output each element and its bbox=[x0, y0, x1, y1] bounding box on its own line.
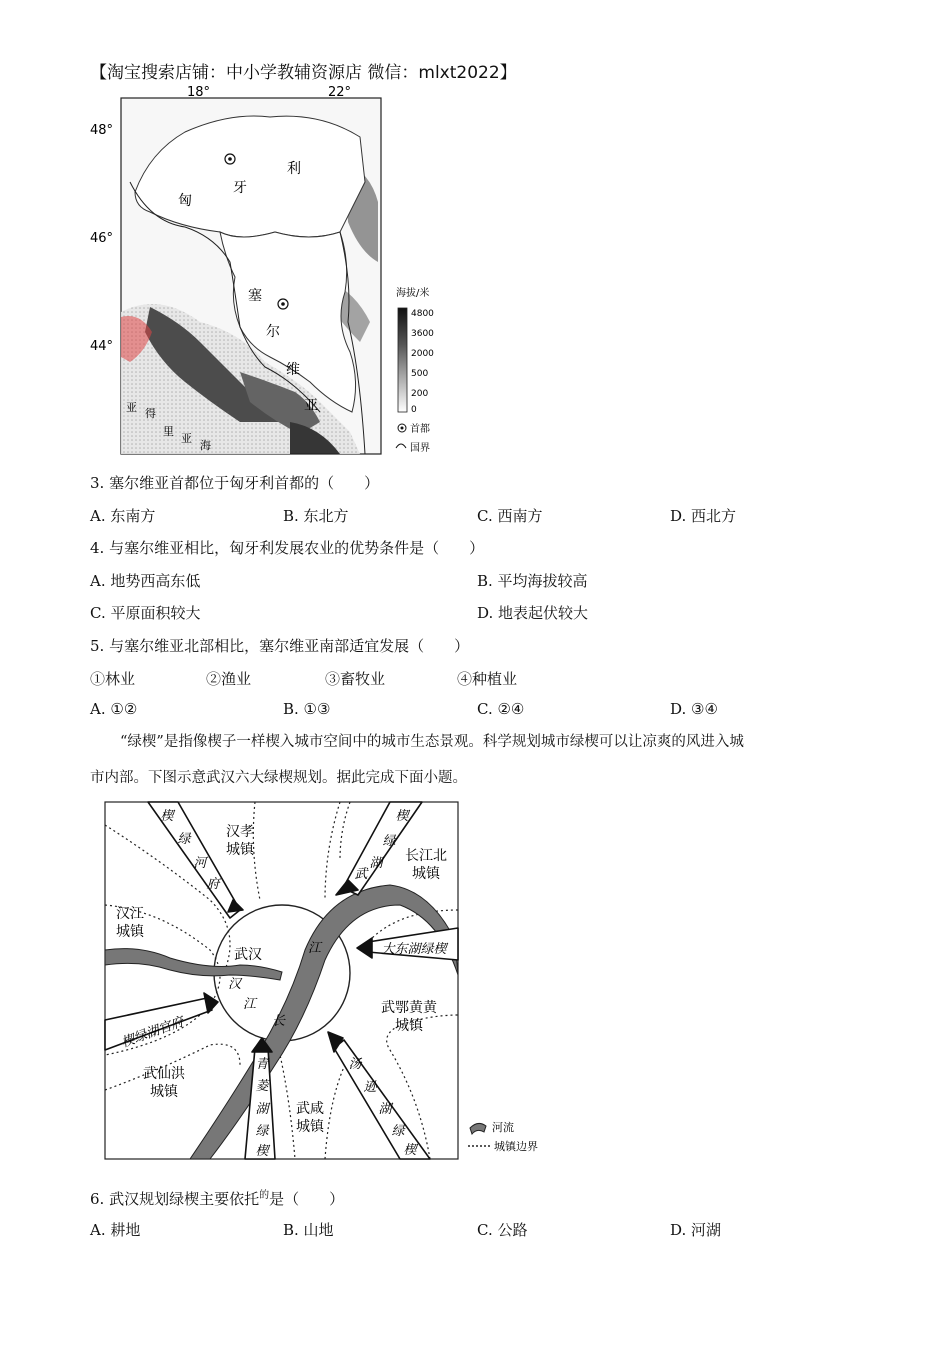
wedge-label: 绿 bbox=[391, 1124, 405, 1139]
capital-belgrade-icon bbox=[278, 299, 288, 309]
q4-option-b[interactable]: B. 平均海拔较高 bbox=[477, 572, 588, 590]
wedge-label: 楔 bbox=[160, 809, 174, 824]
wedge-label: 湖 bbox=[369, 856, 383, 871]
intro-paragraph-line1: “绿楔”是指像楔子一样楔入城市空间中的城市生态景观。科学规划城市绿楔可以让凉爽的风进入城 bbox=[120, 734, 744, 750]
wedge-label: 绿 bbox=[177, 832, 191, 847]
wedge-label: 府 bbox=[206, 877, 220, 892]
town-label: 武鄂黄黄 bbox=[381, 1000, 437, 1016]
country-label: 牙 bbox=[233, 180, 247, 196]
wedge-label: 大东湖绿楔 bbox=[381, 942, 447, 957]
elevation-legend-bar bbox=[398, 308, 407, 412]
header-banner: 【淘宝搜索店铺：中小学教辅资源店 微信：mlxt2022】 bbox=[90, 63, 517, 83]
town-label: 城镇 bbox=[412, 866, 440, 882]
q6-option-c[interactable]: C. 公路 bbox=[477, 1221, 528, 1239]
lat-label: 48° bbox=[90, 123, 114, 138]
wedge-label: 河 bbox=[193, 856, 207, 871]
q6-option-b[interactable]: B. 山地 bbox=[283, 1221, 334, 1239]
q3-option-a[interactable]: A. 东南方 bbox=[90, 507, 156, 525]
town-label: 城镇 bbox=[395, 1018, 423, 1034]
country-label: 匈 bbox=[178, 193, 192, 209]
q5-stem: 5. 与塞尔维亚北部相比，塞尔维亚南部适宜发展（ ） bbox=[90, 637, 470, 655]
wedge-label: 绿 bbox=[382, 834, 396, 849]
wedge-label: 楔 bbox=[255, 1144, 269, 1159]
river-label: 江 bbox=[308, 941, 322, 956]
sea-label: 得 bbox=[145, 407, 156, 420]
q6-option-d[interactable]: D. 河湖 bbox=[670, 1221, 722, 1239]
town-label: 汉孝 bbox=[226, 824, 254, 840]
wedge-label: 青 bbox=[255, 1057, 269, 1072]
country-label: 亚 bbox=[304, 398, 318, 414]
q3-stem: 3. 塞尔维亚首都位于匈牙利首都的（ ） bbox=[90, 474, 380, 492]
q6-option-a[interactable]: A. 耕地 bbox=[90, 1221, 141, 1239]
wedge-label: 菱 bbox=[255, 1079, 269, 1094]
q6-stem-small: 的 bbox=[259, 1190, 270, 1201]
country-label: 尔 bbox=[266, 324, 280, 340]
legend-value: 2000 bbox=[411, 349, 434, 359]
q5-item-1: ①林业 bbox=[90, 670, 136, 688]
legend-value: 500 bbox=[411, 369, 429, 379]
town-label: 城镇 bbox=[226, 842, 254, 858]
q3-option-c[interactable]: C. 西南方 bbox=[477, 507, 543, 525]
town-label: 汉江 bbox=[116, 906, 144, 922]
q4-stem: 4. 与塞尔维亚相比，匈牙利发展农业的优势条件是（ ） bbox=[90, 539, 485, 557]
town-label: 武咸 bbox=[296, 1101, 324, 1117]
legend-border: 国界 bbox=[410, 443, 430, 454]
lon-label: 22° bbox=[328, 85, 352, 100]
q3-option-b[interactable]: B. 东北方 bbox=[283, 507, 349, 525]
border-legend-icon bbox=[396, 444, 406, 448]
wedge-label: 逊 bbox=[363, 1080, 377, 1095]
town-label: 武仙洪 bbox=[143, 1066, 185, 1082]
wedge-label: 楔 bbox=[395, 809, 409, 824]
legend-value: 3600 bbox=[411, 329, 434, 339]
town-label: 城镇 bbox=[296, 1119, 324, 1135]
q5-option-c[interactable]: C. ②④ bbox=[477, 700, 525, 718]
q5-item-4: ④种植业 bbox=[457, 670, 518, 688]
town-label: 长江北 bbox=[405, 848, 447, 864]
wedge-label: 湖 bbox=[378, 1102, 392, 1117]
legend-title: 海拔/米 bbox=[396, 288, 430, 299]
q5-option-d[interactable]: D. ③④ bbox=[670, 700, 718, 718]
town-label: 城镇 bbox=[116, 924, 144, 940]
q5-option-a[interactable]: A. ①② bbox=[90, 700, 138, 718]
q5-item-3: ③畜牧业 bbox=[325, 670, 386, 688]
hungary-serbia-map bbox=[90, 82, 450, 462]
town-label: 城镇 bbox=[150, 1084, 178, 1100]
country-label: 塞 bbox=[248, 288, 262, 304]
q6-stem-part1: 6. 武汉规划绿楔主要依托 bbox=[90, 1190, 260, 1208]
q4-option-a[interactable]: A. 地势西高东低 bbox=[90, 572, 201, 590]
wedge-label: 汤 bbox=[348, 1057, 362, 1072]
sea-label: 亚 bbox=[181, 432, 192, 445]
q4-option-c[interactable]: C. 平原面积较大 bbox=[90, 604, 201, 622]
wedge-label: 绿 bbox=[255, 1124, 269, 1139]
river-legend-icon bbox=[470, 1123, 486, 1134]
q4-option-d[interactable]: D. 地表起伏较大 bbox=[477, 604, 589, 622]
lon-label: 18° bbox=[187, 85, 211, 100]
legend-capital: 首都 bbox=[410, 424, 430, 435]
country-label: 维 bbox=[286, 362, 300, 378]
capital-legend-icon bbox=[398, 424, 406, 432]
q6-stem bbox=[90, 1186, 344, 1209]
wedge-label: 楔绿湖官府 bbox=[119, 1014, 186, 1051]
q6-stem-part2: 是（ ） bbox=[269, 1190, 345, 1208]
river-label: 汉 bbox=[228, 977, 242, 992]
sea-label: 亚 bbox=[126, 401, 137, 414]
country-label: 利 bbox=[287, 161, 301, 177]
capital-budapest-icon bbox=[225, 154, 235, 164]
legend-boundary: 城镇边界 bbox=[494, 1140, 538, 1153]
q3-option-d[interactable]: D. 西北方 bbox=[670, 507, 737, 525]
town-label-wuhan: 武汉 bbox=[234, 947, 262, 963]
legend-value: 4800 bbox=[411, 309, 434, 319]
lat-label: 46° bbox=[90, 231, 114, 246]
wedge-label: 湖 bbox=[255, 1102, 269, 1117]
q5-option-b[interactable]: B. ①③ bbox=[283, 700, 331, 718]
legend-value: 200 bbox=[411, 389, 429, 399]
sea-label: 海 bbox=[200, 439, 211, 452]
wuhan-green-wedge-map bbox=[100, 800, 565, 1170]
legend-river: 河流 bbox=[492, 1121, 514, 1134]
river-label: 长 bbox=[272, 1014, 286, 1029]
lat-label: 44° bbox=[90, 339, 114, 354]
river-label: 江 bbox=[243, 997, 257, 1012]
q5-item-2: ②渔业 bbox=[206, 670, 252, 688]
wedge-label: 楔 bbox=[403, 1143, 417, 1158]
legend-value: 0 bbox=[411, 405, 417, 415]
intro-paragraph-line2: 市内部。下图示意武汉六大绿楔规划。据此完成下面小题。 bbox=[90, 770, 467, 786]
sea-label: 里 bbox=[163, 425, 174, 438]
wedge-label: 武 bbox=[354, 867, 368, 882]
